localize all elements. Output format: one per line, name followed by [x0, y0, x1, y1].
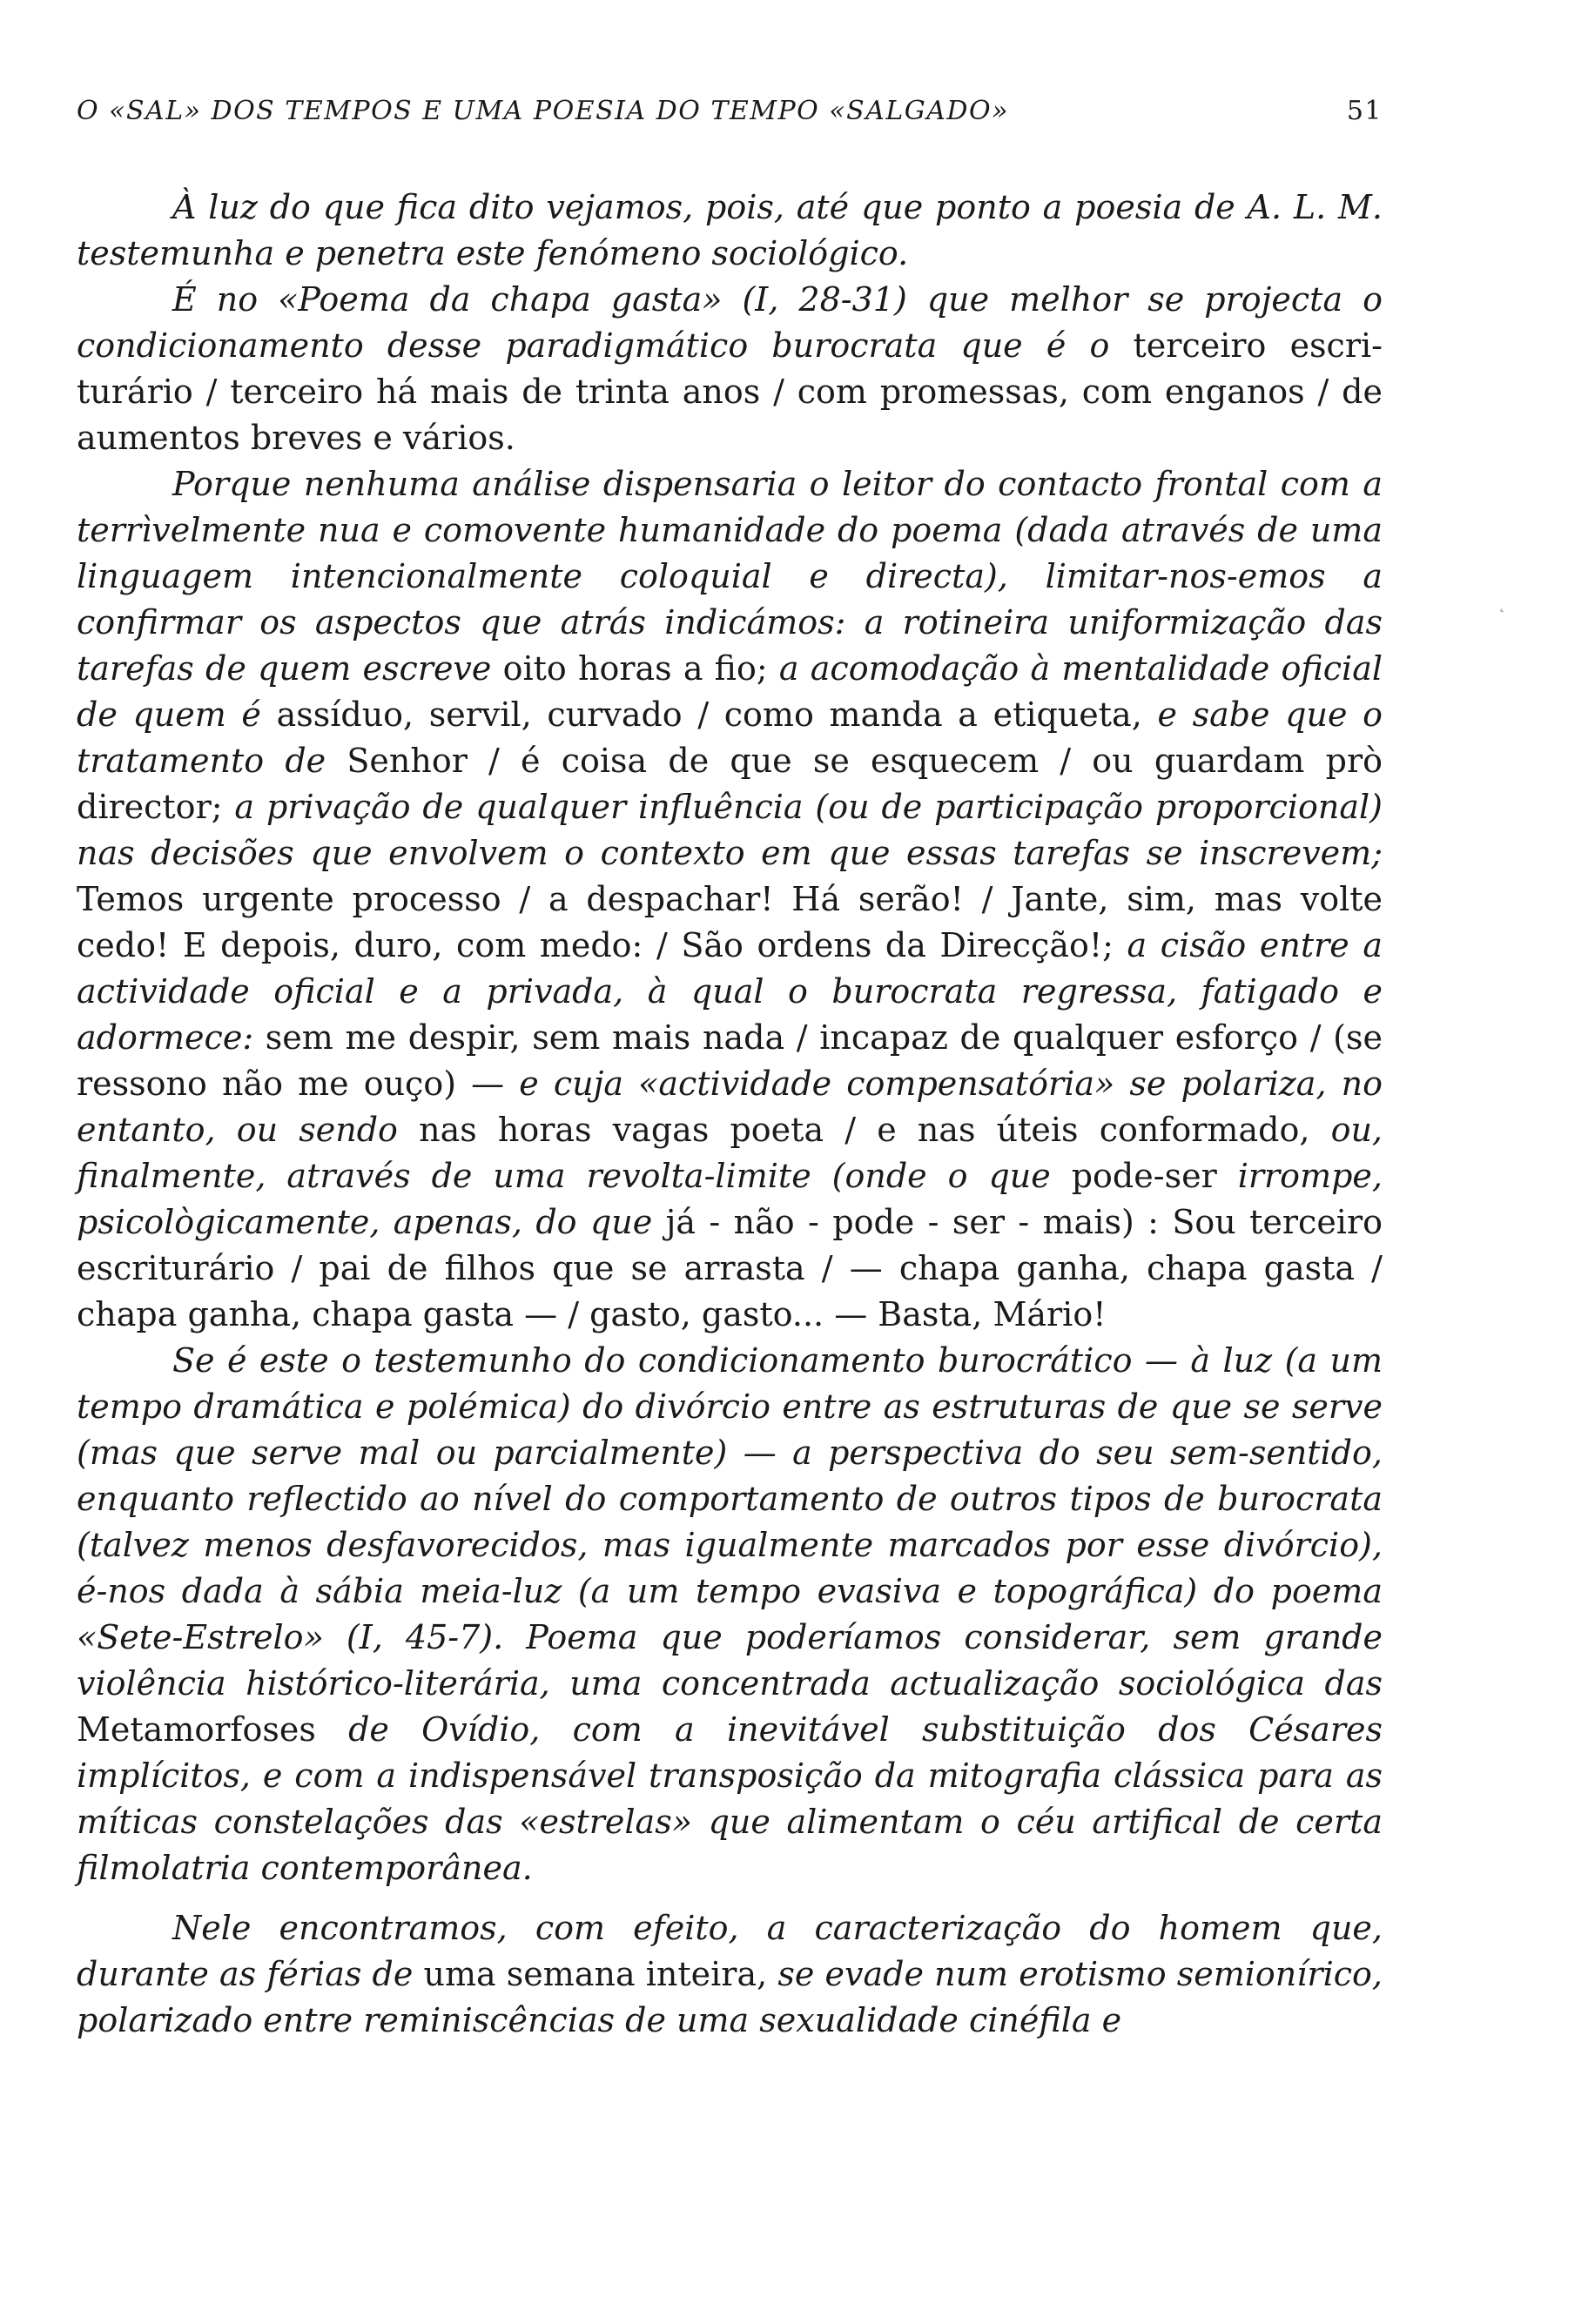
italic-text-run: a privação de qualquer influência (ou de participação proporcional) nas decisões que envolvem o contexto em que essas tarefas se inscrevem;: [77, 788, 1383, 872]
text-run: oito horas a fio;: [491, 649, 779, 688]
running-title: O «SAL» DOS TEMPOS E UMA POESIA DO TEMPO «SALGADO»: [77, 96, 1009, 126]
text-run: sem me despir, sem mais nada / incapaz de qualquer esforço / (se ressono não me ouço) —: [77, 1018, 1383, 1103]
paragraph: [77, 1338, 1383, 1891]
running-head: [77, 84, 1383, 136]
italic-text-run: e sabe que o tratamento de: [77, 695, 1383, 780]
paragraph: [77, 461, 1383, 1338]
paragraph: [77, 1905, 1383, 2044]
italic-text-run: irrompe, psicològicamente, apenas, do que: [77, 1157, 1383, 1241]
italic-text-run: Nele encontramos, com efeito, a caracterização do homem que, durante as férias de: [77, 1909, 1383, 1993]
italic-text-run: a cisão entre a actividade oficial e a privada, à qual o burocrata regressa, fatigado e adormece:: [77, 926, 1383, 1057]
text-run: Temos urgente processo / a despachar! Há serão! / Jante, sim, mas volte cedo! E depois, duro, com medo: / São ordens da Direcção!;: [77, 880, 1383, 964]
text-run: Metamorfoses: [77, 1710, 349, 1749]
italic-text-run: a acomodação à mentalidade oficial de quem é: [77, 649, 1383, 734]
paragraph: [77, 185, 1383, 277]
italic-text-run: se evade num erotismo semionírico, polarizado entre reminiscências de uma sexualidade cinéfila e: [77, 1955, 1383, 2039]
page-number: 51: [1346, 96, 1383, 126]
italic-text-run: Porque nenhuma análise dispensaria o leitor do contacto frontal com a terrìvelmente nua e comovente humanidade do poema (dada através de uma linguagem intencionalmente coloquial e directa), limitar-nos-emos a confirmar os aspectos que atrás indicámos: a rotineira uniformização das tarefas de quem escreve: [77, 465, 1383, 688]
italic-text-run: À luz do que fica dito vejamos, pois, até que ponto a poesia de A. L. M. testemunha e penetra este fenómeno sociológico.: [77, 188, 1383, 272]
text-run: pode-ser: [1050, 1157, 1238, 1195]
margin-mark: ˛: [1497, 592, 1506, 613]
text-run: terceiro escriturário / terceiro há mais de trinta anos / com promessas, com enganos / de aumentos breves e vários.: [77, 326, 1383, 457]
text-run: Senhor / é coisa de que se esquecem / ou guardam prò director;: [77, 742, 1383, 826]
text-run: uma semana inteira,: [413, 1955, 778, 1993]
text-run: nas horas vagas poeta / e nas úteis conformado,: [397, 1111, 1331, 1149]
italic-text-run: e cuja «actividade compensatória» se polariza, no entanto, ou sendo: [77, 1065, 1383, 1149]
body-text: [77, 185, 1383, 2044]
paragraph: [77, 277, 1383, 461]
italic-text-run: de Ovídio, com a inevitável substituição dos Césares implícitos, e com a indispensável transposição da mitografia clássica para as míticas constelações das «estrelas» que alimentam o céu artifical de certa filmolatria contemporânea.: [77, 1710, 1383, 1887]
italic-text-run: É no «Poema da chapa gasta» (I, 28-31) que melhor se projecta o condicionamento desse paradigmático burocrata que é o: [77, 280, 1383, 365]
italic-text-run: ou, finalmente, através de uma revolta-limite (onde o que: [77, 1111, 1383, 1195]
italic-text-run: Se é este o testemunho do condicionamento burocrático — à luz (a um tempo dramática e polémica) do divórcio entre as estruturas de que se serve (mas que serve mal ou parcialmente) — a perspectiva do seu sem-sentido, enquanto reflectido ao nível do comportamento de outros tipos de burocrata (talvez menos desfavorecidos, mas igualmente marcados por esse divórcio), é-nos dada à sábia meia-luz (a um tempo evasiva e topográfica) do poema «Sete-Estrelo» (I, 45-7). Poema que poderíamos considerar, sem grande violência histórico-literária, uma concentrada actualização sociológica das: [77, 1341, 1383, 1703]
text-run: assíduo, servil, curvado / como manda a etiqueta,: [260, 695, 1158, 734]
text-run: já - não - pode - ser - mais) : Sou terceiro escriturário / pai de filhos que se arrasta / — chapa ganha, chapa gasta / chapa ganha, chapa gasta — / gasto, gasto... — Basta, Mário!: [77, 1203, 1383, 1333]
book-page: [77, 84, 1383, 2044]
